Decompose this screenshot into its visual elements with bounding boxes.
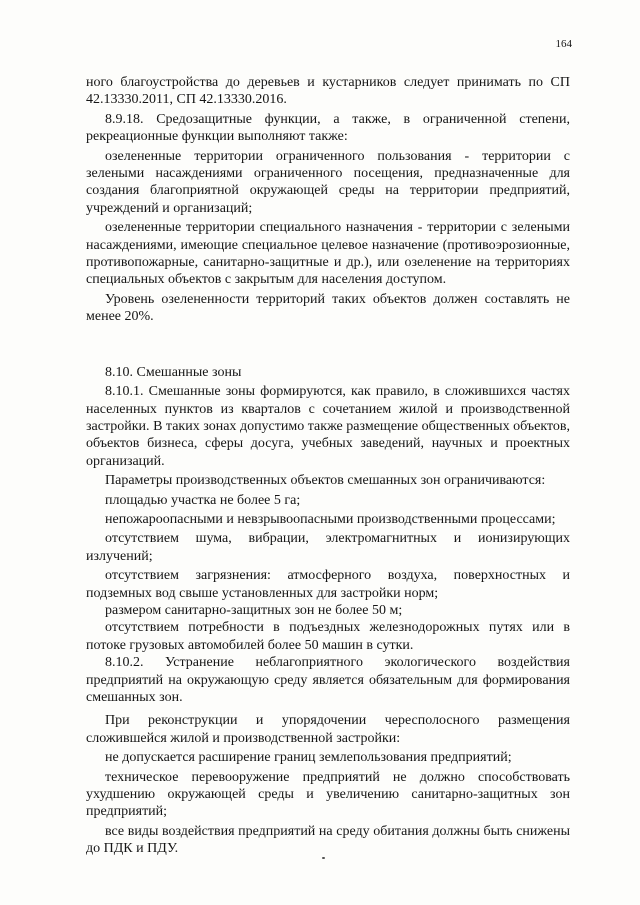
- list-item: непожароопасными и невзрывоопасными производственными процессами;: [105, 511, 556, 527]
- list-item: отсутствием потребности в подъездных железнодорожных путях или в потоке грузовых автомобилей более 50 машин в сутки.: [86, 620, 570, 653]
- list-item: отсутствием шума, вибрации, электромагнитных и ионизирующих излучений;: [86, 531, 570, 564]
- section-heading-8-10: 8.10. Смешанные зоны: [105, 364, 242, 380]
- list-item: отсутствием загрязнения: атмосферного воздуха, поверхностных и подземных вод свыше установленных для застройки норм;: [86, 568, 570, 601]
- list-item: площадью участка не более 5 га;: [105, 492, 301, 508]
- clause-8-9-18: 8.9.18. Средозащитные функции, а также, в ограниченной степени, рекреационные функции выполняют также:: [86, 111, 570, 145]
- page-number: 164: [555, 38, 572, 50]
- list-item: все виды воздействия предприятий на среду обитания должны быть снижены до ПДК и ПДУ.: [86, 823, 570, 857]
- paragraph: ного благоустройства до деревьев и кустарников следует принимать по СП 42.13330.2011, СП 42.13330.2016.: [86, 75, 570, 108]
- clause-8-10-1: 8.10.1. Смешанные зоны формируются, как правило, в сложившихся частях населенных пунктов из кварталов с сочетанием жилой и производственной застройки. В таких зонах допустимо также размещение общественных объектов, объектов бизнеса, сферы досуга, учебных заведений, научных и проектных организаций.: [86, 384, 570, 469]
- paragraph: Параметры производственных объектов смешанных зон ограничиваются:: [105, 473, 546, 489]
- list-item: размером санитарно-защитных зон не более 50 м;: [105, 602, 403, 618]
- paragraph: При реконструкции и упорядочении чересполосного размещения сложившейся жилой и производственной застройки:: [86, 713, 570, 746]
- page-body: [86, 74, 570, 858]
- list-item: озелененные территории ограниченного пользования - территории с зелеными насаждениями ограниченного посещения, предназначенные для создания благоприятной окружающей среды на территории предприятий, учреждений и организаций;: [86, 148, 570, 216]
- list-item: техническое перевооружение предприятий не должно способствовать ухудшению окружающей среды и увеличению санитарно-защитных зон предприятий;: [86, 769, 570, 820]
- list-item: не допускается расширение границ землепользования предприятий;: [105, 750, 512, 766]
- clause-8-10-2: 8.10.2. Устранение неблагоприятного экологического воздействия предприятий на окружающую среду является обязательным для формирования смешанных зон.: [86, 655, 570, 705]
- paragraph: Уровень озелененности территорий таких объектов должен составлять не менее 20%.: [86, 291, 570, 325]
- scan-speck: [322, 857, 325, 859]
- list-item: озелененные территории специального назначения - территории с зелеными насаждениями, имеющие специальное целевое назначение (противоэрозионные, противопожарные, санитарно-защитные и др.), или озеленение на территориях специальных объектов с закрытым для населения доступом.: [86, 220, 570, 288]
